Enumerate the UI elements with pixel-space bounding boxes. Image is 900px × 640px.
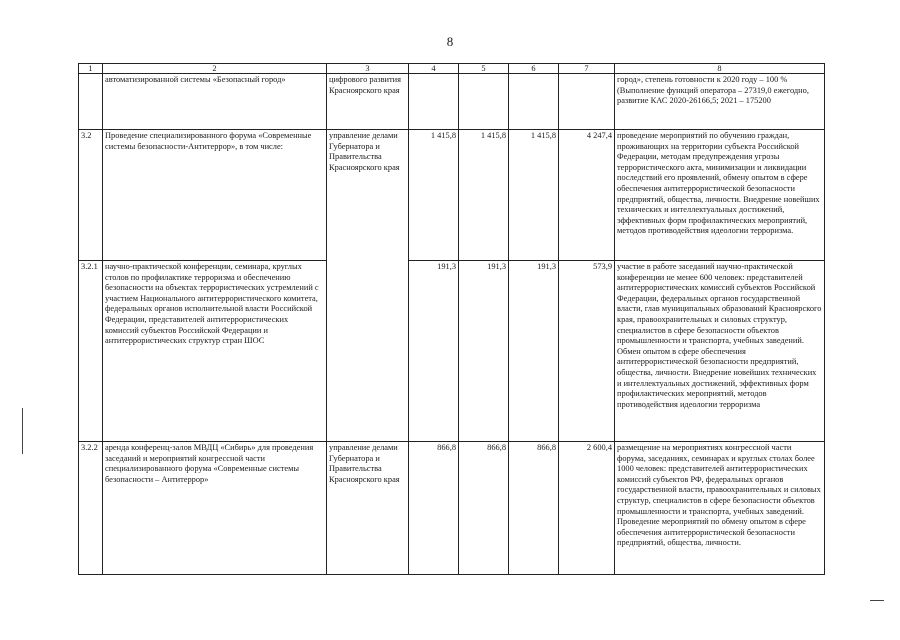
value-year-1: 191,3 xyxy=(409,261,459,442)
header-cell: 4 xyxy=(409,64,459,74)
program-table xyxy=(78,63,825,575)
header-cell: 6 xyxy=(509,64,559,74)
row-id: 3.2.2 xyxy=(79,442,103,575)
header-cell: 7 xyxy=(559,64,615,74)
row-id: 3.2 xyxy=(79,130,103,261)
page-number: 8 xyxy=(446,34,454,49)
activity-name: Проведение специализированного форума «Современные системы безопасности-Антитеррор», в том числе: xyxy=(103,130,327,261)
header-cell: 2 xyxy=(103,64,327,74)
value-year-3: 191,3 xyxy=(509,261,559,442)
value-year-1: 866,8 xyxy=(409,442,459,575)
value-year-3: 1 415,8 xyxy=(509,130,559,261)
header-cell: 1 xyxy=(79,64,103,74)
value-year-1: 1 415,8 xyxy=(409,130,459,261)
value-year-1 xyxy=(409,74,459,130)
value-year-2 xyxy=(459,74,509,130)
executor xyxy=(327,261,409,442)
scan-mark xyxy=(870,600,884,601)
table-header-row xyxy=(79,64,825,74)
table-row xyxy=(79,442,825,575)
value-total: 573,9 xyxy=(559,261,615,442)
header-cell: 3 xyxy=(327,64,409,74)
row-id: 3.2.1 xyxy=(79,261,103,442)
header-cell: 8 xyxy=(615,64,825,74)
activity-name: автоматизированной системы «Безопасный город» xyxy=(103,74,327,130)
value-year-3: 866,8 xyxy=(509,442,559,575)
executor: управление делами Губернатора и Правительства Красноярского края xyxy=(327,130,409,261)
activity-name: аренда конференц-залов МВДЦ «Сибирь» для проведения заседаний и мероприятий конгрессной части специализированного форума «Современные системы безопасности – Антитеррор» xyxy=(103,442,327,575)
value-total: 4 247,4 xyxy=(559,130,615,261)
table-row xyxy=(79,130,825,261)
scan-mark xyxy=(22,408,23,454)
expected-result: участие в работе заседаний научно-практической конференции не менее 600 человек: представителей антитеррористических комиссий субъектов Российской Федерации, федеральных органов государственной власти, глав муниципальных образований Красноярского края, правоохранительных и силовых структур, специалистов в сфере безопасности объектов промышленности и транспорта, учебных заведений. Обмен опытом в сфере обеспечения антитеррористической безопасности предприятий, общества, личности. Внедрение новейших технических и интеллектуальных достижений, эффективных форм профилактических мероприятий, методов противодействия идеологии терроризма xyxy=(615,261,825,442)
executor: цифрового развития Красноярского края xyxy=(327,74,409,130)
value-year-2: 1 415,8 xyxy=(459,130,509,261)
value-total xyxy=(559,74,615,130)
expected-result: город», степень готовности к 2020 году – 100 % (Выполнение функций оператора – 27319,0 ежегодно, развитие КАС 2020-26166,5; 2021 – 175200 xyxy=(615,74,825,130)
expected-result: размещение на мероприятиях конгрессной части форума, заседаниях, семинарах и круглых столах более 1000 человек: представителей антитеррористических комиссий субъектов РФ, федеральных органов государственной власти, правоохранительных и силовых структур, специалистов в сфере безопасности объектов промышленности и транспорта, учебных заведений. Проведение мероприятий по обмену опытом в сфере обеспечения антитеррористической безопасности предприятий, общества, личности. xyxy=(615,442,825,575)
header-cell: 5 xyxy=(459,64,509,74)
executor: управление делами Губернатора и Правительства Красноярского края xyxy=(327,442,409,575)
value-year-2: 191,3 xyxy=(459,261,509,442)
table-row xyxy=(79,74,825,130)
row-id xyxy=(79,74,103,130)
expected-result: проведение мероприятий по обучению граждан, проживающих на территории субъекта Российской Федерации, методам предупреждения угрозы террористического акта, минимизации и ликвидации последствий его проявлений, обмену опытом в сфере обеспечения антитеррористической безопасности предприятий, общества, личности. Внедрение новейших технических и интеллектуальных достижений, эффективных форм профилактических мероприятий, методов противодействия идеологии терроризма. xyxy=(615,130,825,261)
value-year-2: 866,8 xyxy=(459,442,509,575)
table-row xyxy=(79,261,825,442)
activity-name: научно-практической конференции, семинара, круглых столов по профилактике терроризма и обеспечению безопасности на объектах террористических устремлений с участием Национального антитеррористического комитета, федеральных органов исполнительной власти Российской Федерации, представителей антитеррористических комиссий субъектов Российской Федерации и антитеррористических структур стран ШОС xyxy=(103,261,327,442)
value-total: 2 600,4 xyxy=(559,442,615,575)
value-year-3 xyxy=(509,74,559,130)
